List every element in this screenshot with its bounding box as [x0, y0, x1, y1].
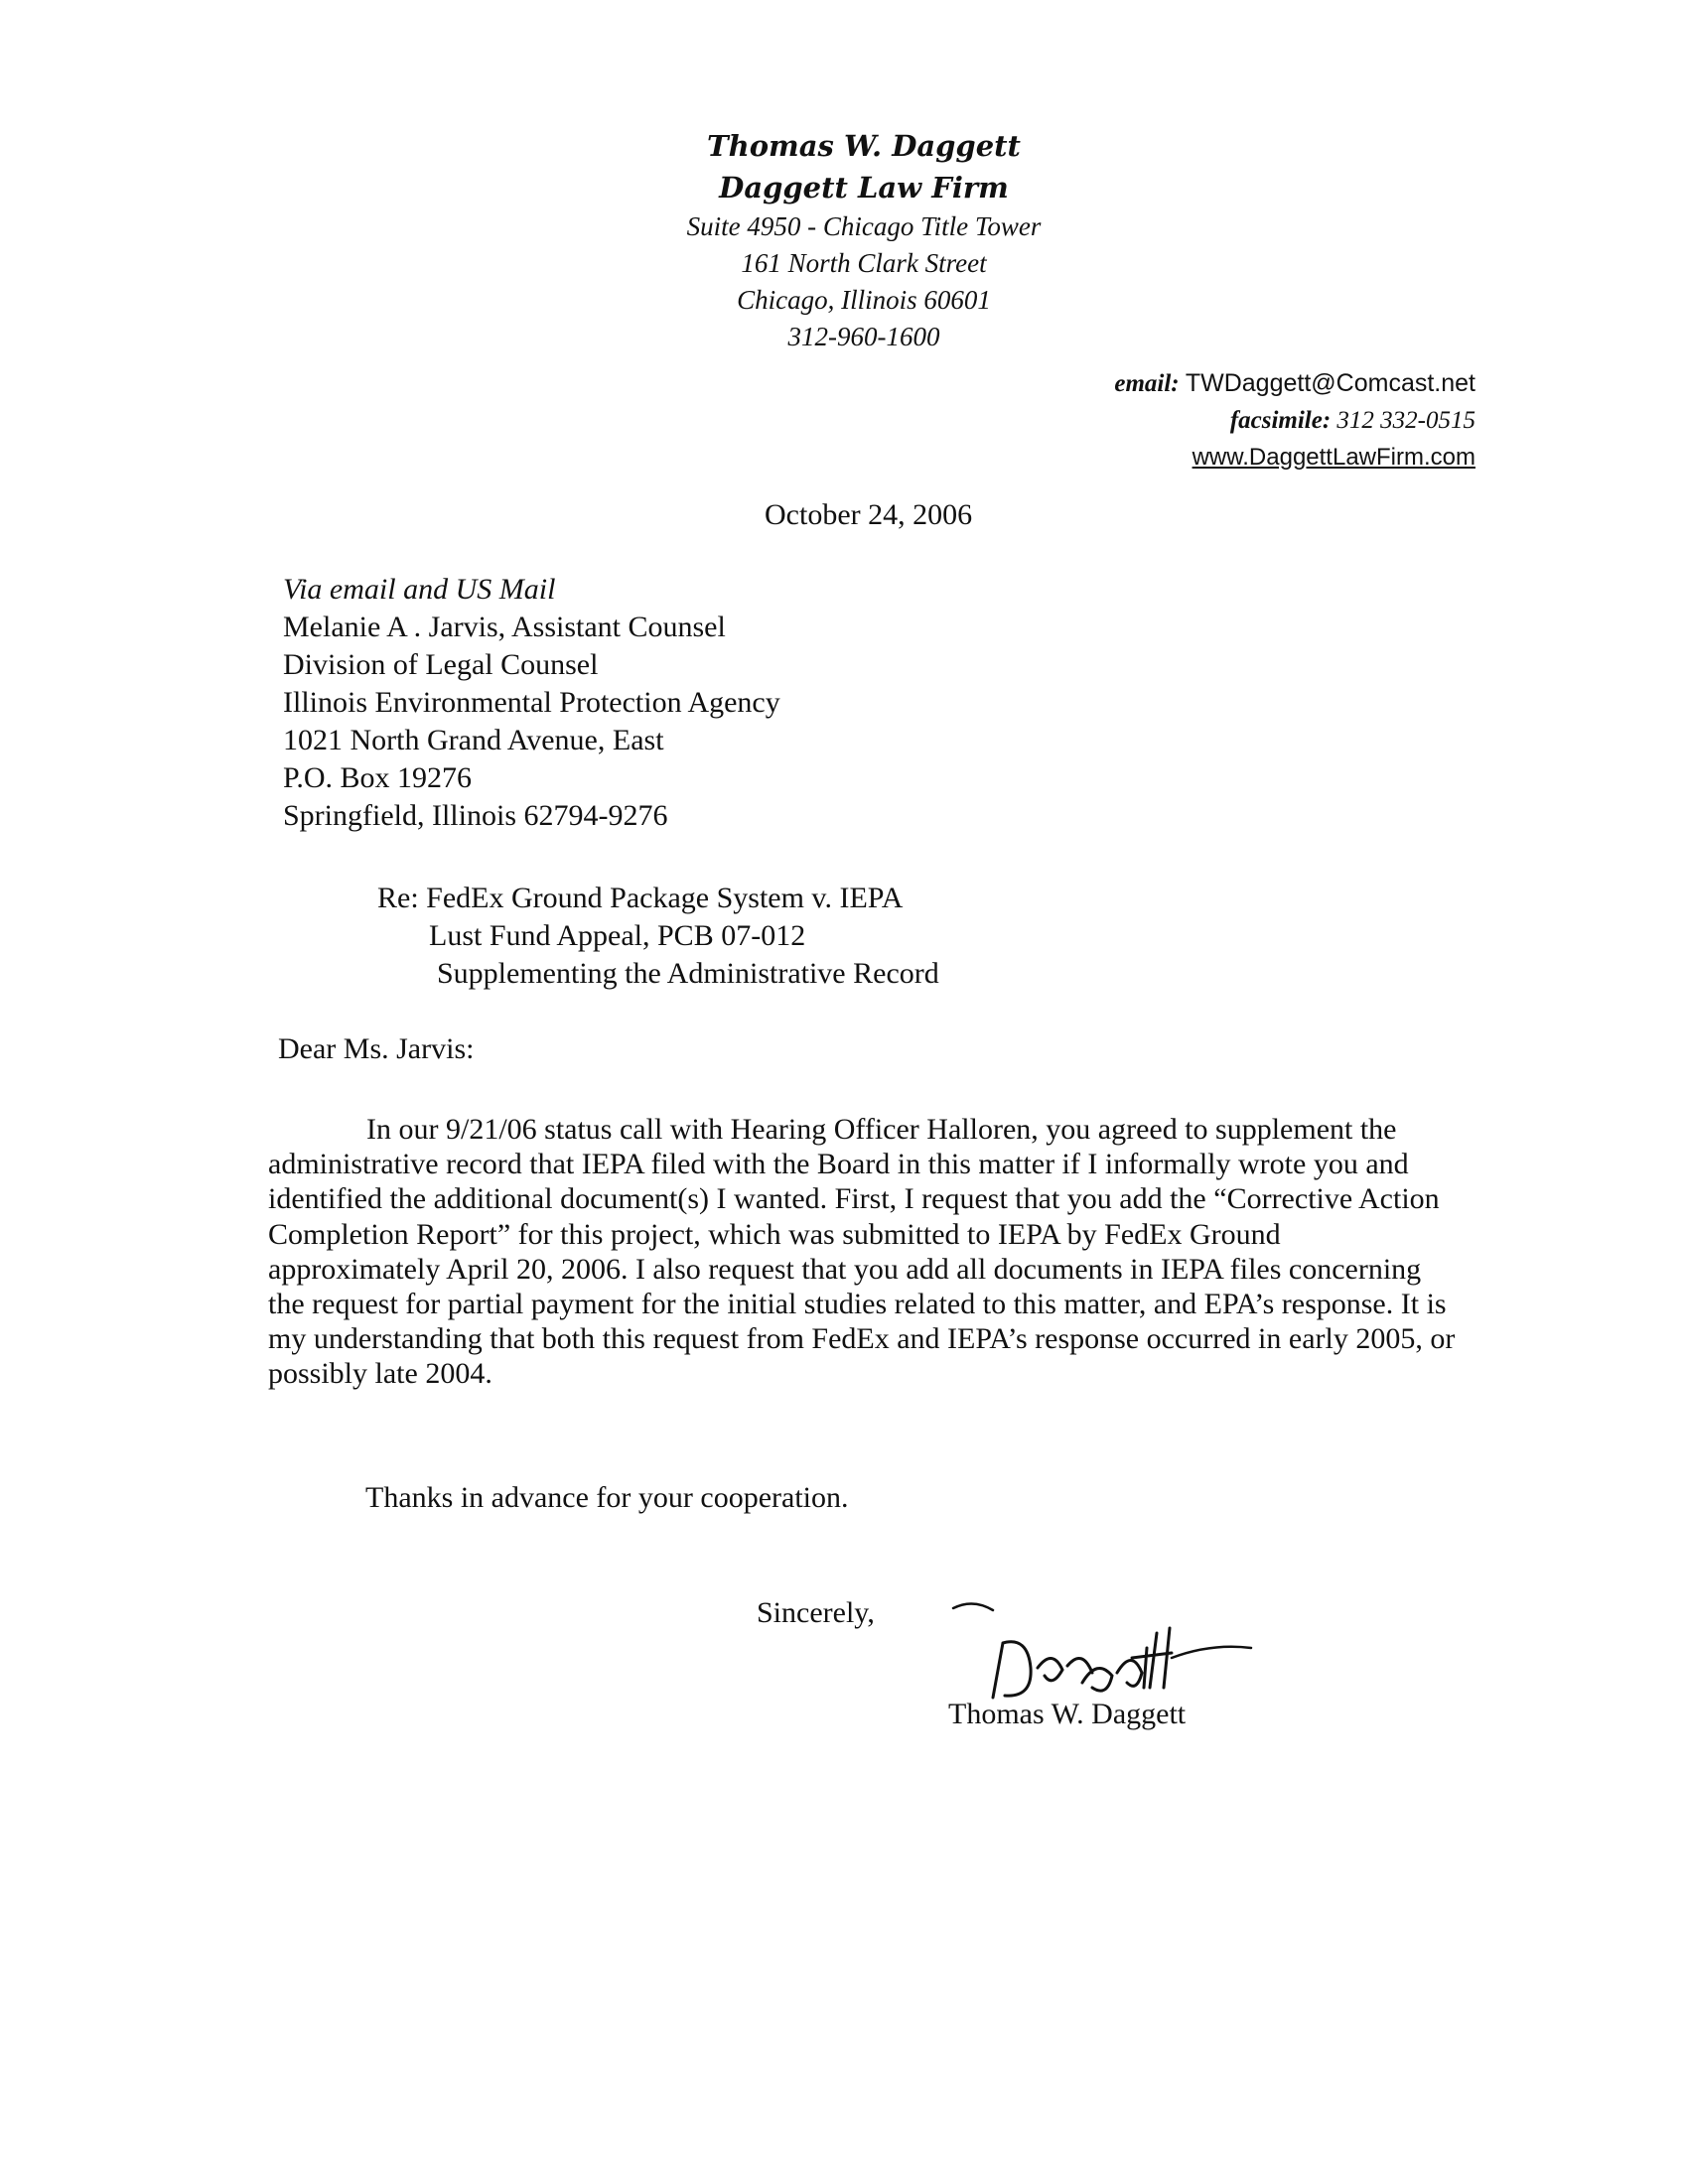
recipient-line: P.O. Box 19276	[283, 761, 473, 794]
delivery-method: Via email and US Mail	[283, 573, 556, 606]
fax-number: 312 332-0515	[1336, 407, 1475, 434]
subject-line-1: Re: FedEx Ground Package System v. IEPA	[377, 882, 904, 914]
contact-block	[1114, 365, 1475, 476]
fax-row	[1114, 402, 1475, 439]
email-address: TWDaggett@Comcast.net	[1185, 369, 1475, 397]
subject-line-3: Supplementing the Administrative Record	[437, 957, 939, 990]
letterhead-city: Chicago, Illinois 60601	[737, 285, 991, 315]
subject-block	[377, 880, 939, 993]
letterhead-suite: Suite 4950 - Chicago Title Tower	[686, 211, 1042, 241]
recipient-line: Melanie A . Jarvis, Assistant Counsel	[283, 611, 726, 643]
recipient-line: 1021 North Grand Avenue, East	[283, 724, 664, 756]
letterhead	[635, 125, 1092, 355]
subject-line-2: Lust Fund Appeal, PCB 07-012	[429, 919, 806, 952]
letterhead-name: Thomas W. Daggett	[707, 129, 1021, 163]
email-label: email:	[1114, 370, 1180, 397]
recipient-line: Illinois Environmental Protection Agency	[283, 686, 780, 719]
website-row	[1114, 439, 1475, 476]
recipient-block	[283, 571, 780, 835]
website-link: www.DaggettLawFirm.com	[1192, 444, 1475, 471]
recipient-line: Division of Legal Counsel	[283, 648, 599, 681]
salutation: Dear Ms. Jarvis:	[278, 1032, 475, 1065]
body-paragraph: In our 9/21/06 status call with Hearing Officer Halloren, you agreed to supplement the administrative record that IEPA filed with the Board in this matter if I informally wrote you and identified the additional document(s) I wanted. First, I request that you add the “Corrective Action Completion Report” for this project, which was submitted to IEPA by FedEx Ground approximately April 20, 2006. I also request that you add all documents in IEPA files concerning the request for partial payment for the initial studies related to this matter, and EPA’s response. It is my understanding that both this request from FedEx and IEPA’s response occurred in early 2005, or possibly late 2004.	[268, 1113, 1456, 1391]
letterhead-street: 161 North Clark Street	[741, 248, 987, 278]
closing-line: Sincerely,	[757, 1596, 875, 1629]
signer-name: Thomas W. Daggett	[948, 1698, 1187, 1730]
thanks-line: Thanks in advance for your cooperation.	[365, 1481, 849, 1514]
letter-date: October 24, 2006	[765, 498, 973, 531]
recipient-line: Springfield, Illinois 62794-9276	[283, 799, 668, 832]
letterhead-firm: Daggett Law Firm	[719, 171, 1009, 205]
letterhead-phone: 312-960-1600	[787, 322, 940, 351]
email-row	[1114, 365, 1475, 402]
fax-label: facsimile:	[1229, 407, 1332, 434]
